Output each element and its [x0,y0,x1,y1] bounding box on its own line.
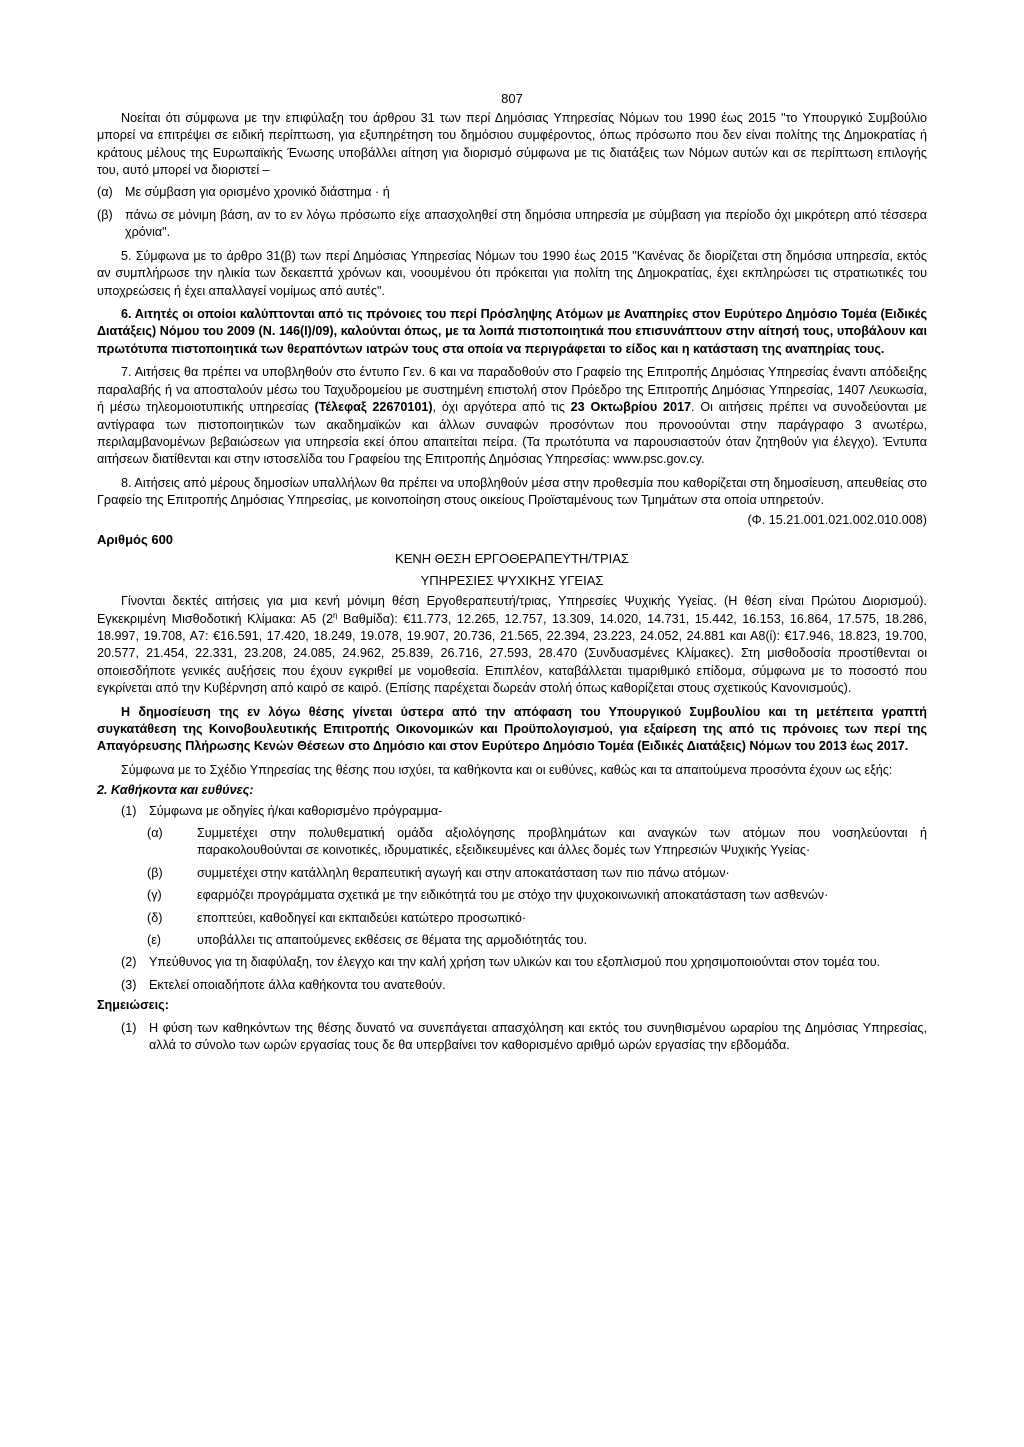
duty-subitem-e [97,932,927,949]
notes-heading: Σημειώσεις: [97,998,169,1013]
duty-text: Υπεύθυνος για τη διαφύλαξη, τον έλεγχο και την καλή χρήση των υλικών και του εξοπλισμού που χρησιμοποιούνται στον τομέα του. [149,955,881,970]
intro-paragraph: Νοείται ότι σύμφωνα με την επιφύλαξη του άρθρου 31 των περί Δημόσιας Υπηρεσίας Νόμων του 1990 έως 2015 "το Υπουργικό Συμβούλιο μπορεί να επιτρέψει σε ειδική περίπτωση, για εξυπηρέτηση του δημόσιου συμφέροντος, όπως πρόσωπο που δεν είναι πολίτης της Δημοκρατίας ή κράτους μέλους της Ευρωπαϊκής Ένωσης υποβάλλει αίτηση για διορισμό σύμφωνα με τις διατάξεις των Νόμων αυτών και σε περίπτωση επιλογής του, αυτό μπορεί να διοριστεί – [97,111,927,178]
subitem-label: (β) [147,865,163,880]
page-number: 807 [501,91,523,106]
item-label: (β) [97,208,113,223]
para7-text-2: , όχι αργότερα από τις [432,400,571,415]
subitem-label: (α) [147,826,163,841]
subitem-label: (ε) [147,933,162,948]
duty-subitem-c [97,887,927,904]
duty-item-2 [97,954,927,971]
subitem-label: (γ) [147,888,162,903]
note-label: (1) [121,1020,137,1035]
deadline-date: 23 Οκτωβρίου 2017 [570,400,692,415]
subitem-text: εφαρμόζει προγράμματα σχετικά με την ειδικότητά του με στόχο την ψυχοκοινωνική αποκατάσταση των ασθενών· [197,888,829,903]
subitem-text: υποβάλλει τις απαιτούμενες εκθέσεις σε θέματα της αρμοδιότητάς του. [197,933,588,948]
duty-label: (2) [121,955,137,970]
duty-item-1 [97,803,927,820]
scheme-intro: Σύμφωνα με το Σχέδιο Υπηρεσίας της θέσης που ισχύει, τα καθήκοντα και οι ευθύνες, καθώς και τα απαιτούμενα προσόντα έχουν ως εξής: [121,762,893,777]
duty-subitem-b [97,865,927,882]
file-reference: (Φ. 15.21.001.021.002.010.008) [747,512,927,527]
service-heading: ΥΠΗΡΕΣΙΕΣ ΨΥΧΙΚΗΣ ΥΓΕΙΑΣ [420,572,604,588]
subitem-text: εποπτεύει, καθοδηγεί και εκπαιδεύει κατώτερο προσωπικό· [197,910,527,925]
paragraph-6: 6. Αιτητές οι οποίοι καλύπτονται από τις πρόνοιες του περί Πρόσληψης Ατόμων με Αναπηρίες στον Ευρύτερο Δημόσιο Τομέα (Ειδικές Διατάξεις) Νόμου του 2009 (Ν. 146(Ι)/09), καλούνται όπως, με τα λοιπά πιστοποιητικά που επισυνάπτουν στην αίτησή τους, υποβάλουν και πρωτότυπα πιστοποιητικά των θεραπόντων ιατρών τους στα οποία να περιγράφεται το είδος και η κατάσταση της αναπηρίας τους. [97,307,927,356]
note-item-1 [97,1020,927,1055]
duty-subitem-d [97,910,927,927]
subitem-label: (δ) [147,910,163,925]
para7-text-3: . Οι αιτήσεις πρέπει να συνοδεύονται με αντίγραφα των πιστοποιητικών των ακαδημαϊκών και άλλων συναφών προσόντων που προνοούνται στην παράγραφο 3 ανωτέρω, περιλαμβανομένων βεβαιώσεων για υπηρεσία εκεί όπου απαιτείται πείρα. (Τα πρωτότυπα να παρουσιαστούν όταν ζητηθούν για έλεγχο). Έντυπα αιτήσεων διατίθενται και στην ιστοσελίδα του Γραφείου της Επιτροπής Δημόσιας Υπηρεσίας: www.psc.gov.cy. [97,400,927,467]
duties-heading: 2. Καθήκοντα και ευθύνες: [97,783,254,798]
duty-text: Εκτελεί οποιαδήποτε άλλα καθήκοντα του ανατεθούν. [149,977,446,992]
document-content [97,110,927,1055]
duty-text: Σύμφωνα με οδηγίες ή/και καθορισμένο πρόγραμμα- [149,803,443,818]
fax-number: (Τέλεφαξ 22670101) [314,400,433,415]
subitem-text: Συμμετέχει στην πολυθεματική ομάδα αξιολόγησης προβλημάτων και αναγκών των ατόμων που νοσηλεύονται ή παρακολουθούνται σε κοινοτικές, ιδρυματικές, εξειδικευμένες και άλλες δομές των Υπηρεσιών Ψυχικής Υγείας· [197,826,927,858]
item-label: (α) [97,184,113,199]
ordinal-superscript: η [333,610,338,620]
paragraph-8: 8. Αιτήσεις από μέρους δημοσίων υπαλλήλων θα πρέπει να υποβληθούν μέσα στην προθεσμία που καθορίζεται στη δημοσίευση, απευθείας στο Γραφείο της Επιτροπής Δημόσιας Υπηρεσίας, με κοινοποίηση στους οικείους Προϊσταμένους των Τμημάτων στα οποία υπηρετούν. [97,475,927,508]
duty-subitem-a [97,825,927,860]
para7-text-1: 7. Αιτήσεις θα πρέπει να υποβληθούν στο έντυπο Γεν. 6 και να παραδοθούν στο Γραφείο της Επιτροπής Δημόσιας Υπηρεσίας έναντι απόδειξης παραλαβής ή να αποσταλούν μέσω του Ταχυδρομείου με συστημένη επιστολή στον Πρόεδρο της Επιτροπής Δημόσιας Υπηρεσίας, 1407 Λευκωσία, ή μέσω τηλεομοιοτυπικής υπηρεσίας [97,365,927,415]
publication-note: Η δημοσίευση της εν λόγω θέσης γίνεται ύστερα από την απόφαση του Υπουργικού Συμβουλίου και τη μετέπειτα γραπτή συγκατάθεση της Κοινοβουλευτικής Επιτροπής Οικονομικών και Προϋπολογισμού, για εξαίρεση της από τις πρόνοιες των περί της Απαγόρευσης Πλήρωσης Κενών Θέσεων στο Δημόσιο και στον Ευρύτερο Δημόσιο Τομέα (Ειδικές Διατάξεις) Νόμων του 2013 έως 2017. [97,704,927,754]
paragraph-7 [97,364,927,468]
item-text: Με σύμβαση για ορισμένο χρονικό διάστημα · ή [125,184,390,199]
note-text: Η φύση των καθηκόντων της θέσης δυνατό να συνεπάγεται απασχόληση και εκτός του συνηθισμένου ωραρίου της Δημόσιας Υπηρεσίας, αλλά το σύνολο των ωρών εργασίας τους δε θα υπερβαίνει τον καθορισμένο αριθμό ωρών εργασίας την εβδομάδα. [149,1020,927,1053]
duty-label: (3) [121,977,137,992]
paragraph-5: 5. Σύμφωνα με το άρθρο 31(β) των περί Δημόσιας Υπηρεσίας Νόμων του 1990 έως 2015 "Κανένας δε διορίζεται στη δημόσια υπηρεσία, εκτός αν συμπλήρωσε την ηλικία των δεκαεπτά χρόνων και, νοουμένου ότι πρόκειται για πολίτη της Δημοκρατίας, έχει εκπληρώσει τις στρατιωτικές του υποχρεώσεις ή έχει απαλλαγεί νομίμως από αυτές". [97,248,927,298]
vacancy-text-1: Γίνονται δεκτές αιτήσεις για μια κενή μόνιμη θέση Εργοθεραπευτή/τριας, Υπηρεσίες Ψυχικής Υγείας. (Η θέση είναι Πρώτου Διορισμού). Εγκεκριμένη Μισθοδοτική Κλίμακα: Α5 (2 [97,594,927,626]
intro-item-a [97,184,927,201]
duty-item-3 [97,977,927,994]
item-text: πάνω σε μόνιμη βάση, αν το εν λόγω πρόσωπο είχε απασχοληθεί στη δημόσια υπηρεσία με σύμβαση για περίοδο όχι μικρότερη από τέσσερα χρόνια". [125,208,927,240]
vacancy-text-2: Βαθμίδα): €11.773, 12.265, 12.757, 13.309, 14.020, 14.731, 15.442, 16.153, 16.864, 17.575, 18.286, 18.997, 19.708, Α7: €16.591, 17.420, 18.249, 19.078, 19.907, 20.736, 21.565, 22.394, 23.223, 24.052, 24.881 και Α8(ί): €17.946, 18.823, 19.700, 20.577, 21.454, 22.331, 23.208, 24.085, 24.962, 25.839, 26.716, 27.593, 28.470 (Συνδυασμένες Κλίμακες). Στη μισθοδοσία προστίθενται οι οποιεσδήποτε γενικές αυξήσεις που έχουν εγκριθεί με νομοθεσία. Επιπλέον, καταβάλλεται τιμαριθμικό επίδομα, σύμφωνα με το ποσοστό που εγκρίνεται από την Κυβέρνηση από καιρό σε καιρό. (Επίσης παρέχεται δωρεάν στολή όπως καθορίζεται στους σχετικούς Κανονισμούς). [97,611,927,696]
subitem-text: συμμετέχει στην κατάλληλη θεραπευτική αγωγή και στην αποκατάσταση των πιο πάνω ατόμων· [197,865,730,880]
vacancy-heading: ΚΕΝΗ ΘΕΣΗ ΕΡΓΟΘΕΡΑΠΕΥΤΗ/ΤΡΙΑΣ [395,551,629,567]
notice-number: Αριθμός 600 [97,531,174,547]
intro-item-b [97,207,927,242]
duty-label: (1) [121,803,137,818]
vacancy-paragraph [97,593,927,697]
